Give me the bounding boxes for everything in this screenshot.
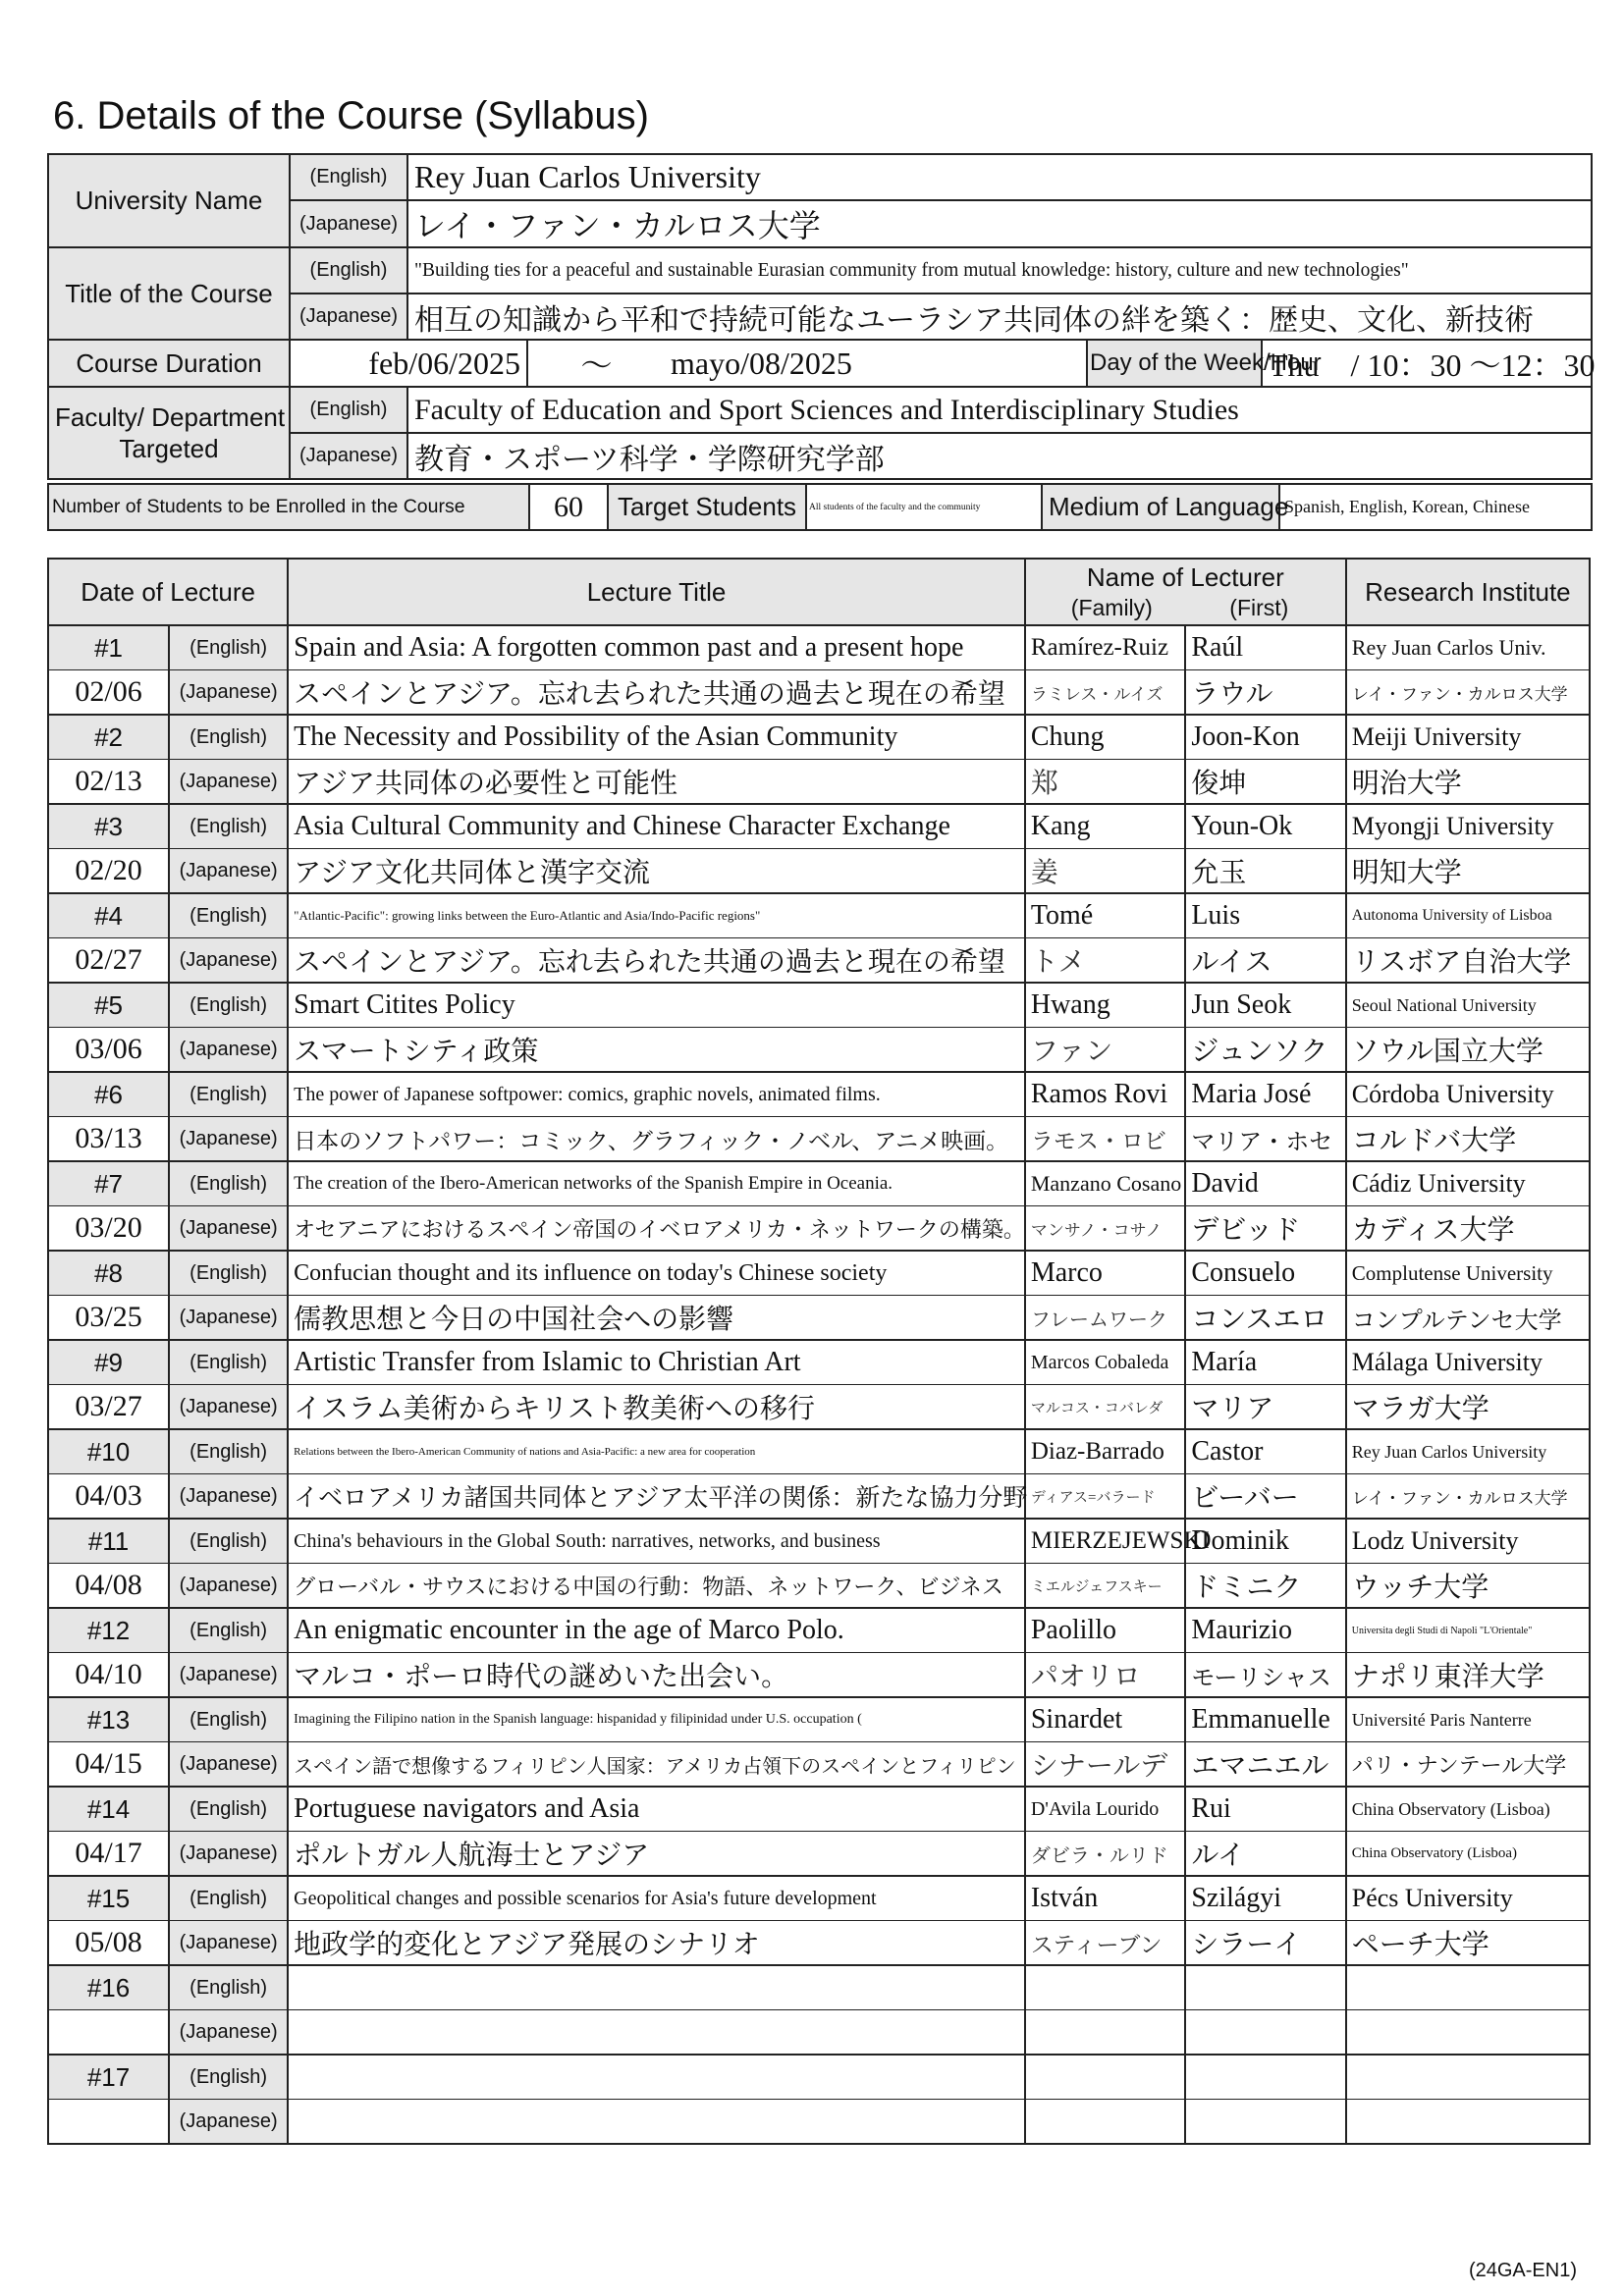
lecture-title-ja: グローバル・サウスにおける中国の行動：物語、ネットワーク、ビジネス: [288, 1564, 1025, 1609]
lecture-title-ja: イスラム美術からキリスト教美術への移行: [288, 1385, 1025, 1430]
lecture-number: #9: [48, 1340, 169, 1385]
japanese-tag: (Japanese): [169, 760, 288, 805]
target-students-label: Target Students: [608, 484, 806, 530]
research-institute-en: Córdoba University: [1346, 1072, 1590, 1117]
lecturer-header-label: Name of Lecturer: [1086, 561, 1284, 592]
english-tag: (English): [169, 1251, 288, 1296]
lecture-number: #16: [48, 1965, 169, 2010]
lecturer-family-ja: トメ: [1025, 938, 1185, 984]
english-tag: (English): [169, 1429, 288, 1474]
lecturer-family-ja: ファン: [1025, 1028, 1185, 1073]
lecturer-family-en: [1025, 2055, 1185, 2100]
lecturer-family-en: Paolillo: [1025, 1608, 1185, 1653]
japanese-tag: (Japanese): [169, 1206, 288, 1252]
research-institute-en: Universita degli Studi di Napoli "L'Orientale": [1346, 1608, 1590, 1653]
research-institute-en: Seoul National University: [1346, 983, 1590, 1028]
research-institute-ja: 明知大学: [1346, 849, 1590, 894]
research-institute-ja: コンプルテンセ大学: [1346, 1296, 1590, 1341]
lecture-date: 03/25: [48, 1296, 169, 1341]
research-institute-ja: China Observatory (Lisboa): [1346, 1832, 1590, 1877]
japanese-tag: (Japanese): [169, 670, 288, 716]
japanese-tag: (Japanese): [290, 200, 407, 247]
num-students-label: Number of Students to be Enrolled in the Course: [48, 484, 529, 530]
lecture-number: #12: [48, 1608, 169, 1653]
lecture-row-english: [48, 1340, 1590, 1385]
lecture-title-en: Smart Citites Policy: [288, 983, 1025, 1028]
english-tag: (English): [169, 1876, 288, 1921]
lecture-rows: [48, 625, 1590, 2144]
research-institute-en: [1346, 2055, 1590, 2100]
lecture-title-en: An enigmatic encounter in the age of Marco Polo.: [288, 1608, 1025, 1653]
research-institute-ja: [1346, 2100, 1590, 2145]
lecture-number: #17: [48, 2055, 169, 2100]
lecture-title-ja: アジア共同体の必要性と可能性: [288, 760, 1025, 805]
lecture-title-en: "Atlantic-Pacific": growing links between the Euro-Atlantic and Asia/Indo-Pacific regions": [288, 893, 1025, 938]
lecturer-header: [1025, 559, 1346, 625]
lecturer-first-en: [1185, 1965, 1345, 2010]
lecture-date: 04/17: [48, 1832, 169, 1877]
lecture-title-ja: ポルトガル人航海士とアジア: [288, 1832, 1025, 1877]
lecture-number: #13: [48, 1697, 169, 1742]
research-institute-en: China Observatory (Lisboa): [1346, 1787, 1590, 1832]
lecture-row-japanese: [48, 1832, 1590, 1877]
lecture-number: #3: [48, 804, 169, 849]
lecture-number: #8: [48, 1251, 169, 1296]
lecture-number: #6: [48, 1072, 169, 1117]
day-hour: Thu / 10：30 ～12：30: [1262, 340, 1592, 387]
lecture-title-en: [288, 1965, 1025, 2010]
lecture-title-ja: スペインとアジア。忘れ去られた共通の過去と現在の希望: [288, 670, 1025, 716]
lecture-date: 04/03: [48, 1474, 169, 1520]
medium-language-value: Spanish, English, Korean, Chinese: [1279, 484, 1592, 530]
lecturer-family-ja: フレームワーク: [1025, 1296, 1185, 1341]
lecturer-family-ja: ダビラ・ルリド: [1025, 1832, 1185, 1877]
lecturer-first-ja: シラーイ: [1185, 1921, 1345, 1966]
lecture-title-ja: マルコ・ポーロ時代の謎めいた出会い。: [288, 1653, 1025, 1698]
japanese-tag: (Japanese): [169, 2100, 288, 2145]
lecture-title-en: Asia Cultural Community and Chinese Character Exchange: [288, 804, 1025, 849]
japanese-tag: (Japanese): [169, 1921, 288, 1966]
lecturer-first-en: David: [1185, 1161, 1345, 1206]
english-tag: (English): [169, 1787, 288, 1832]
lecture-date: 04/10: [48, 1653, 169, 1698]
university-name-ja: レイ・ファン・カルロス大学: [407, 200, 1592, 247]
research-institute-ja: ソウル国立大学: [1346, 1028, 1590, 1073]
lecturer-first-ja: 俊坤: [1185, 760, 1345, 805]
lecture-date: 03/06: [48, 1028, 169, 1073]
japanese-tag: (Japanese): [169, 1296, 288, 1341]
lecturer-family-en: Hwang: [1025, 983, 1185, 1028]
lecture-number: #10: [48, 1429, 169, 1474]
research-institute-ja: コルドバ大学: [1346, 1117, 1590, 1162]
lecture-title-en: Artistic Transfer from Islamic to Christian Art: [288, 1340, 1025, 1385]
lecture-title-ja: スペインとアジア。忘れ去られた共通の過去と現在の希望: [288, 938, 1025, 984]
lecture-date: 02/13: [48, 760, 169, 805]
english-tag: (English): [169, 983, 288, 1028]
research-institute-en: Université Paris Nanterre: [1346, 1697, 1590, 1742]
english-tag: (English): [169, 625, 288, 670]
research-institute-ja: パリ・ナンテール大学: [1346, 1742, 1590, 1788]
lecture-title-ja: [288, 2100, 1025, 2145]
lecturer-family-en: Sinardet: [1025, 1697, 1185, 1742]
lecture-title-ja: 日本のソフトパワー：コミック、グラフィック・ノベル、アニメ映画。: [288, 1117, 1025, 1162]
lecturer-family-ja: [1025, 2100, 1185, 2145]
japanese-tag: (Japanese): [169, 1117, 288, 1162]
lecture-row-japanese: [48, 1921, 1590, 1966]
lecturer-family-en: D'Avila Lourido: [1025, 1787, 1185, 1832]
lecture-row-japanese: [48, 1742, 1590, 1788]
lecture-row-english: [48, 625, 1590, 670]
lecture-number: #5: [48, 983, 169, 1028]
lecturer-family-ja: ディアス=バラード: [1025, 1474, 1185, 1520]
lecturer-family-ja: マンサノ・コサノ: [1025, 1206, 1185, 1252]
lecture-row-japanese: [48, 1564, 1590, 1609]
lecture-title-ja: オセアニアにおけるスペイン帝国のイベロアメリカ・ネットワークの構築。: [288, 1206, 1025, 1252]
medium-language-label: Medium of Language: [1042, 484, 1279, 530]
lecture-title-en: Confucian thought and its influence on today's Chinese society: [288, 1251, 1025, 1296]
lecturer-family-ja: 姜: [1025, 849, 1185, 894]
lecture-row-english: [48, 893, 1590, 938]
lecture-title-en: China's behaviours in the Global South: narratives, networks, and business: [288, 1519, 1025, 1564]
japanese-tag: (Japanese): [169, 2010, 288, 2056]
lecturer-first-en: Raúl: [1185, 625, 1345, 670]
lecturer-family-ja: シナールデ: [1025, 1742, 1185, 1788]
lecturer-first-en: Maurizio: [1185, 1608, 1345, 1653]
date-header: Date of Lecture: [48, 559, 288, 625]
lecturer-first-ja: コンスエロ: [1185, 1296, 1345, 1341]
lecture-title-en: The creation of the Ibero-American networks of the Spanish Empire in Oceania.: [288, 1161, 1025, 1206]
japanese-tag: (Japanese): [169, 1474, 288, 1520]
lecture-title-en: [288, 2055, 1025, 2100]
lecturer-first-en: Castor: [1185, 1429, 1345, 1474]
lecture-title-en: Portuguese navigators and Asia: [288, 1787, 1025, 1832]
lecturer-family-ja: スティーブン: [1025, 1921, 1185, 1966]
lecture-table: [47, 558, 1591, 2145]
lecture-row-japanese: [48, 1117, 1590, 1162]
lecturer-first-ja: モーリシャス: [1185, 1653, 1345, 1698]
lecture-number: #1: [48, 625, 169, 670]
research-institute-ja: マラガ大学: [1346, 1385, 1590, 1430]
japanese-tag: (Japanese): [169, 1832, 288, 1877]
research-institute-en: Rey Juan Carlos Univ.: [1346, 625, 1590, 670]
faculty-label: [48, 387, 290, 479]
lecturer-family-en: MIERZEJEWSKI: [1025, 1519, 1185, 1564]
lecture-row-english: [48, 1965, 1590, 2010]
lecture-title-en: Geopolitical changes and possible scenarios for Asia's future development: [288, 1876, 1025, 1921]
japanese-tag: (Japanese): [169, 1385, 288, 1430]
research-institute-ja: レイ・ファン・カルロス大学: [1346, 670, 1590, 716]
research-institute-ja: レイ・ファン・カルロス大学: [1346, 1474, 1590, 1520]
lecture-title-ja: [288, 2010, 1025, 2056]
lecture-row-english: [48, 1787, 1590, 1832]
japanese-tag: (Japanese): [290, 433, 407, 479]
lecture-title-ja: 儒教思想と今日の中国社会への影響: [288, 1296, 1025, 1341]
japanese-tag: (Japanese): [290, 294, 407, 340]
research-institute-en: [1346, 1965, 1590, 2010]
english-tag: (English): [290, 247, 407, 294]
lecture-row-japanese: [48, 760, 1590, 805]
day-of-week-label: Day of the Week/Hour: [1087, 340, 1262, 387]
lecturer-family-ja: ラミレス・ルイズ: [1025, 670, 1185, 716]
lecture-title-ja: 地政学的変化とアジア発展のシナリオ: [288, 1921, 1025, 1966]
research-institute-en: Cádiz University: [1346, 1161, 1590, 1206]
lecture-row-english: [48, 2055, 1590, 2100]
lecture-row-japanese: [48, 1474, 1590, 1520]
english-tag: (English): [169, 1340, 288, 1385]
research-institute-en: Lodz University: [1346, 1519, 1590, 1564]
lecturer-first-en: [1185, 2055, 1345, 2100]
lecture-title-ja: アジア文化共同体と漢字交流: [288, 849, 1025, 894]
english-tag: (English): [290, 387, 407, 433]
lecture-date: 03/20: [48, 1206, 169, 1252]
lecture-row-english: [48, 1072, 1590, 1117]
english-tag: (English): [169, 2055, 288, 2100]
lecturer-first-en: Consuelo: [1185, 1251, 1345, 1296]
lecturer-family-en: Kang: [1025, 804, 1185, 849]
research-institute-en: Rey Juan Carlos University: [1346, 1429, 1590, 1474]
faculty-ja: 教育・スポーツ科学・学際研究学部: [407, 433, 1592, 479]
lecture-number: #2: [48, 715, 169, 760]
lecturer-first-en: Jun Seok: [1185, 983, 1345, 1028]
lecture-row-english: [48, 1876, 1590, 1921]
lecturer-first-en: Joon-Kon: [1185, 715, 1345, 760]
research-institute-ja: ペーチ大学: [1346, 1921, 1590, 1966]
lecturer-first-ja: マリア・ホセ: [1185, 1117, 1345, 1162]
lecture-date: 02/06: [48, 670, 169, 716]
research-institute-en: Autonoma University of Lisboa: [1346, 893, 1590, 938]
lecturer-first-ja: ドミニク: [1185, 1564, 1345, 1609]
japanese-tag: (Japanese): [169, 1028, 288, 1073]
english-tag: (English): [169, 715, 288, 760]
lecture-date: 03/13: [48, 1117, 169, 1162]
lecture-row-japanese: [48, 938, 1590, 984]
english-tag: (English): [169, 1519, 288, 1564]
lecture-date: 02/20: [48, 849, 169, 894]
english-tag: (English): [169, 1697, 288, 1742]
first-header: (First): [1229, 594, 1289, 620]
lecture-row-english: [48, 1519, 1590, 1564]
lecturer-first-ja: ビーバー: [1185, 1474, 1345, 1520]
lecturer-first-ja: ルイス: [1185, 938, 1345, 984]
lecturer-family-en: [1025, 1965, 1185, 2010]
lecturer-first-ja: デビッド: [1185, 1206, 1345, 1252]
japanese-tag: (Japanese): [169, 1564, 288, 1609]
lecture-title-en: Spain and Asia: A forgotten common past and a present hope: [288, 625, 1025, 670]
lecturer-family-ja: 郑: [1025, 760, 1185, 805]
lecture-row-japanese: [48, 1296, 1590, 1341]
duration-tilde: ～: [527, 340, 665, 387]
lecturer-family-en: Marco: [1025, 1251, 1185, 1296]
lecturer-first-en: Rui: [1185, 1787, 1345, 1832]
lecture-date: 04/15: [48, 1742, 169, 1788]
research-institute-en: Málaga University: [1346, 1340, 1590, 1385]
course-title-en: "Building ties for a peaceful and sustainable Eurasian community from mutual knowledge: history, culture and new technologies": [407, 247, 1592, 294]
lecture-row-japanese: [48, 2010, 1590, 2056]
lecturer-first-ja: [1185, 2100, 1345, 2145]
course-duration-label: Course Duration: [48, 340, 290, 387]
lecturer-family-ja: ラモス・ロビ: [1025, 1117, 1185, 1162]
research-institute-ja: ナポリ東洋大学: [1346, 1653, 1590, 1698]
lecture-row-japanese: [48, 1385, 1590, 1430]
lecture-title-en: Relations between the Ibero-American Community of nations and Asia-Pacific: a new area for cooperation: [288, 1429, 1025, 1474]
lecture-row-english: [48, 1161, 1590, 1206]
lecturer-first-en: Maria José: [1185, 1072, 1345, 1117]
lecturer-family-en: István: [1025, 1876, 1185, 1921]
lecture-row-japanese: [48, 1028, 1590, 1073]
institute-header: Research Institute: [1346, 559, 1590, 625]
num-students-value: 60: [529, 484, 608, 530]
lecturer-family-en: Tomé: [1025, 893, 1185, 938]
english-tag: (English): [169, 1161, 288, 1206]
research-institute-ja: [1346, 2010, 1590, 2056]
lecturer-family-ja: ミエルジェフスキー: [1025, 1564, 1185, 1609]
university-name-label: University Name: [48, 154, 290, 247]
lecturer-first-en: María: [1185, 1340, 1345, 1385]
lecturer-family-ja: パオリロ: [1025, 1653, 1185, 1698]
lecture-row-english: [48, 1697, 1590, 1742]
lecture-number: #15: [48, 1876, 169, 1921]
english-tag: (English): [169, 1608, 288, 1653]
lecture-row-japanese: [48, 1653, 1590, 1698]
research-institute-ja: ウッチ大学: [1346, 1564, 1590, 1609]
japanese-tag: (Japanese): [169, 938, 288, 984]
enrollment-table: [47, 483, 1593, 531]
lecturer-family-en: Chung: [1025, 715, 1185, 760]
research-institute-ja: カディス大学: [1346, 1206, 1590, 1252]
lecturer-family-en: Ramos Rovi: [1025, 1072, 1185, 1117]
faculty-en: Faculty of Education and Sport Sciences and Interdisciplinary Studies: [407, 387, 1592, 433]
lecture-date: 04/08: [48, 1564, 169, 1609]
page-title: 6. Details of the Course (Syllabus): [53, 94, 649, 137]
faculty-label-line1: Faculty/ Department: [55, 402, 286, 432]
lecturer-first-en: Luis: [1185, 893, 1345, 938]
lecturer-family-en: Diaz-Barrado: [1025, 1429, 1185, 1474]
faculty-label-line2: Targeted: [119, 434, 219, 463]
lecturer-family-en: Marcos Cobaleda: [1025, 1340, 1185, 1385]
lecturer-first-en: Szilágyi: [1185, 1876, 1345, 1921]
target-students-value: All students of the faculty and the community: [806, 484, 1042, 530]
lecture-row-japanese: [48, 2100, 1590, 2145]
lecturer-first-ja: [1185, 2010, 1345, 2056]
form-code: (24GA-EN1): [1468, 2260, 1577, 2281]
lecture-row-english: [48, 1251, 1590, 1296]
english-tag: (English): [169, 1072, 288, 1117]
family-header: (Family): [1070, 594, 1153, 620]
lecture-date: 03/27: [48, 1385, 169, 1430]
lecturer-family-en: Ramírez-Ruiz: [1025, 625, 1185, 670]
lecture-number: #7: [48, 1161, 169, 1206]
japanese-tag: (Japanese): [169, 1653, 288, 1698]
lecture-date: [48, 2100, 169, 2145]
lecture-title-en: The power of Japanese softpower: comics, graphic novels, animated films.: [288, 1072, 1025, 1117]
lecturer-first-ja: エマニエル: [1185, 1742, 1345, 1788]
research-institute-en: Complutense University: [1346, 1251, 1590, 1296]
research-institute-en: Myongji University: [1346, 804, 1590, 849]
lecture-title-ja: スペイン語で想像するフィリピン人国家：アメリカ占領下のスペインとフィリピン: [288, 1742, 1025, 1788]
english-tag: (English): [169, 804, 288, 849]
lecture-row-english: [48, 1429, 1590, 1474]
research-institute-en: Meiji University: [1346, 715, 1590, 760]
lecturer-first-en: Dominik: [1185, 1519, 1345, 1564]
lecturer-first-ja: マリア: [1185, 1385, 1345, 1430]
lecture-row-english: [48, 983, 1590, 1028]
course-title-ja: 相互の知識から平和で持続可能なユーラシア共同体の絆を築く：歴史、文化、新技術: [407, 294, 1592, 340]
lecture-row-english: [48, 804, 1590, 849]
lecture-row-english: [48, 715, 1590, 760]
lecture-row-japanese: [48, 670, 1590, 716]
lecturer-first-en: Youn-Ok: [1185, 804, 1345, 849]
lecture-title-header: Lecture Title: [288, 559, 1025, 625]
lecture-date: 02/27: [48, 938, 169, 984]
lecturer-first-ja: 允玉: [1185, 849, 1345, 894]
lecturer-family-en: Manzano Cosano: [1025, 1161, 1185, 1206]
research-institute-en: Pécs University: [1346, 1876, 1590, 1921]
lecture-title-ja: イベロアメリカ諸国共同体とアジア太平洋の関係：新たな協力分野: [288, 1474, 1025, 1520]
lecture-date: [48, 2010, 169, 2056]
lecturer-first-ja: ジュンソク: [1185, 1028, 1345, 1073]
course-start: feb/06/2025: [290, 340, 527, 387]
japanese-tag: (Japanese): [169, 849, 288, 894]
course-title-label: Title of the Course: [48, 247, 290, 340]
lecturer-first-en: Emmanuelle: [1185, 1697, 1345, 1742]
lecture-title-en: The Necessity and Possibility of the Asian Community: [288, 715, 1025, 760]
english-tag: (English): [169, 893, 288, 938]
lecturer-first-ja: ラウル: [1185, 670, 1345, 716]
course-end: mayo/08/2025: [665, 340, 1087, 387]
course-info-table: [47, 153, 1596, 480]
lecture-number: #11: [48, 1519, 169, 1564]
lecturer-family-ja: マルコス・コバレダ: [1025, 1385, 1185, 1430]
university-name-en: Rey Juan Carlos University: [407, 154, 1592, 200]
lecture-row-english: [48, 1608, 1590, 1653]
research-institute-ja: リスボア自治大学: [1346, 938, 1590, 984]
research-institute-ja: 明治大学: [1346, 760, 1590, 805]
lecture-title-en: Imagining the Filipino nation in the Spanish language: hispanidad y filipinidad under U.S. occupation (: [288, 1697, 1025, 1742]
japanese-tag: (Japanese): [169, 1742, 288, 1788]
lecture-title-ja: スマートシティ政策: [288, 1028, 1025, 1073]
lecture-date: 05/08: [48, 1921, 169, 1966]
lecture-row-japanese: [48, 1206, 1590, 1252]
lecture-row-japanese: [48, 849, 1590, 894]
lecturer-family-ja: [1025, 2010, 1185, 2056]
english-tag: (English): [290, 154, 407, 200]
english-tag: (English): [169, 1965, 288, 2010]
lecturer-first-ja: ルイ: [1185, 1832, 1345, 1877]
lecture-number: #4: [48, 893, 169, 938]
lecture-number: #14: [48, 1787, 169, 1832]
